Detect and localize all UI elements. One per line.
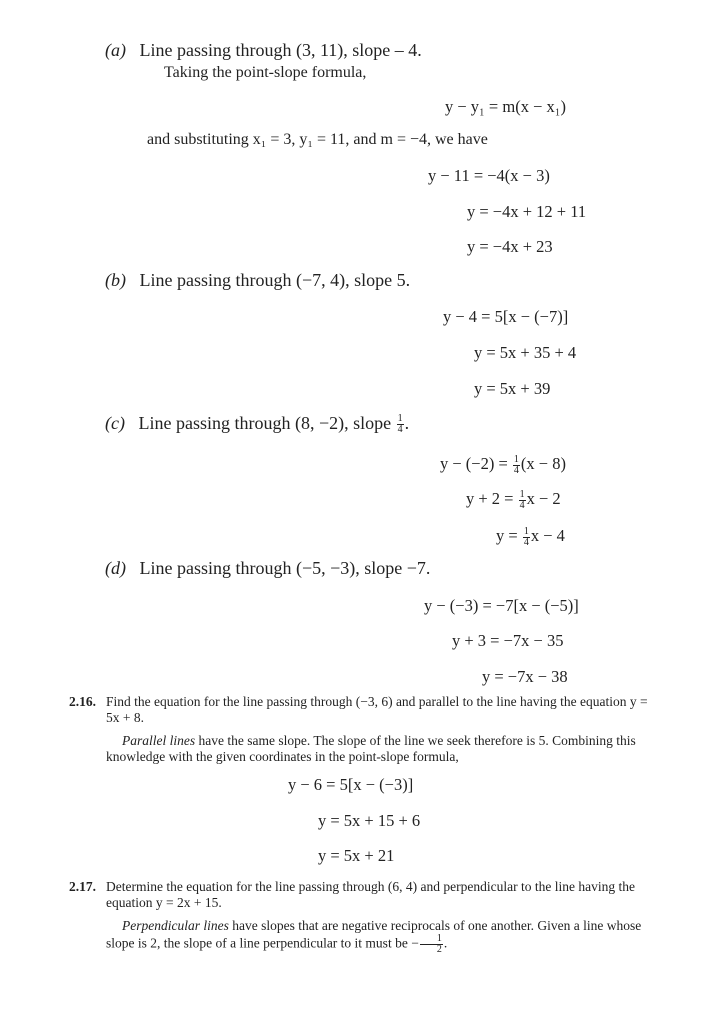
part-c-step-3: y = $\frac{1}{4}$ x − 4 <box>496 525 565 548</box>
part-b-label: (b) <box>105 270 126 290</box>
part-a-step-3: y = −4x + 23 <box>467 237 553 256</box>
problem-216-term: Parallel lines <box>122 733 196 748</box>
part-c-slope-fraction: $\frac{1}{4}$ <box>397 413 403 436</box>
part-a-title: Line passing through (3, 11), slope – 4. <box>139 40 422 60</box>
part-b-heading <box>105 270 410 291</box>
problem-217-statement: Determine the equation for the line passing through (6, 4) and perpendicular to the line having the equation y = 2x + 15. <box>106 879 635 910</box>
problem-217-number: 2.17. <box>69 879 96 894</box>
part-d-step-2: y + 3 = −7x − 35 <box>452 631 564 650</box>
part-a-step-2: y = −4x + 12 + 11 <box>467 202 587 221</box>
part-b-step-1: y − 4 = 5[x − (−7)] <box>443 307 569 326</box>
part-d-step-3: y = −7x − 38 <box>482 667 568 686</box>
part-a-formula: y − y₁ = m(x − x₁) <box>445 97 566 116</box>
problem-216-step-2: y = 5x + 15 + 6 <box>318 811 421 830</box>
problem-216-number: 2.16. <box>69 694 96 709</box>
problem-216-step-3: y = 5x + 21 <box>318 846 395 865</box>
part-c-title: Line passing through (8, −2), slope <box>138 413 392 433</box>
part-a-heading <box>105 40 422 61</box>
problem-217-slope-fraction: $\frac{1}{2}$ <box>420 934 443 955</box>
part-d-label: (d) <box>105 558 126 578</box>
problem-216-statement: Find the equation for the line passing through (−3, 6) and parallel to the line having the equation y = 5x + 8. <box>106 694 648 725</box>
part-a-label: (a) <box>105 40 126 60</box>
problem-217-term: Perpendicular lines <box>122 918 229 933</box>
problem-216-step-1: y − 6 = 5[x − (−3)] <box>288 775 414 794</box>
part-b-step-2: y = 5x + 35 + 4 <box>474 343 577 362</box>
part-c-heading: (c) Line passing through (8, −2), slope $\frac{1}{4}$ . <box>105 413 410 436</box>
part-a-step-1: y − 11 = −4(x − 3) <box>428 166 550 185</box>
part-b-title: Line passing through (−7, 4), slope 5. <box>139 270 411 290</box>
part-c-label: (c) <box>105 413 125 433</box>
part-a-substitution: and substituting x₁ = 3, y₁ = 11, and m = −4, we have <box>147 131 488 148</box>
problem-217-explanation: Perpendicular lines have slopes that are negative reciprocals of one another. Given a line whose slope is 2, the slope of a line perpendicular to it must be − $\frac{1}{2}$ . <box>106 918 642 955</box>
part-b-step-3: y = 5x + 39 <box>474 379 551 398</box>
part-c-step-1: y − (−2) = $\frac{1}{4}$ (x − 8) <box>440 453 566 476</box>
part-d-step-1: y − (−3) = −7[x − (−5)] <box>424 596 579 615</box>
part-a-intro: Taking the point-slope formula, <box>164 64 367 81</box>
part-c-step-2: y + 2 = $\frac{1}{4}$ x − 2 <box>466 488 561 511</box>
part-d-heading <box>105 558 430 579</box>
problem-216-explanation: Parallel lines have the same slope. The slope of the line we seek therefore is 5. Combining this knowledge with the given coordinates in the point-slope formula, <box>106 733 636 764</box>
part-d-title: Line passing through (−5, −3), slope −7. <box>139 558 431 578</box>
